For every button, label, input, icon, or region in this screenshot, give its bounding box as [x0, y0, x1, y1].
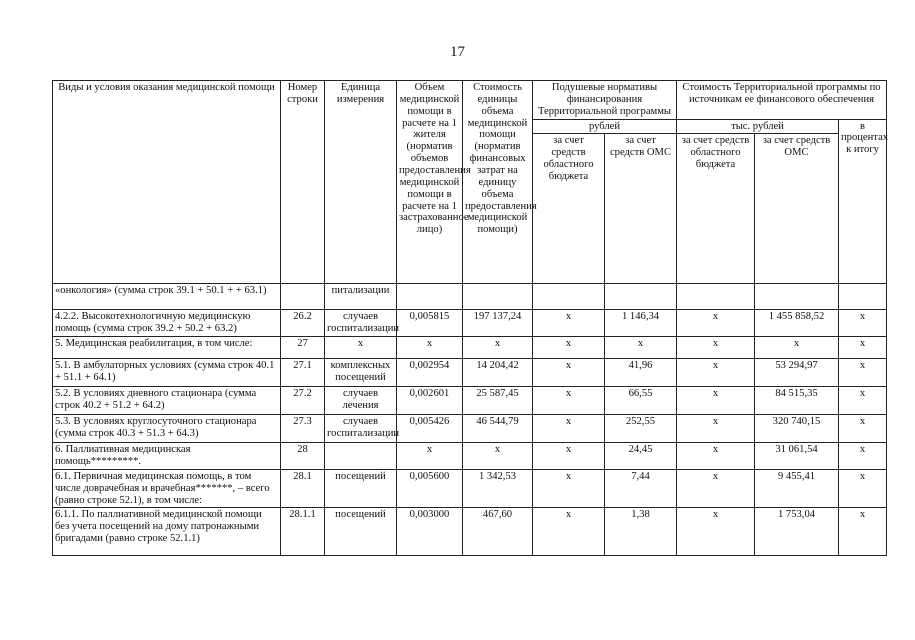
table-row [53, 508, 887, 556]
row-total-budget: х [677, 415, 755, 443]
row-total-oms [755, 284, 839, 310]
row-pc-budget: х [533, 387, 605, 415]
row-total-budget: х [677, 310, 755, 337]
row-total-oms: 31 061,54 [755, 443, 839, 470]
row-name: 5.1. В амбулаторных условиях (сумма строк 40.1 + 51.1 + 64.1) [53, 359, 281, 387]
row-unit: случаев госпитализации [325, 415, 397, 443]
row-name: 6. Паллиативная медицинская помощь*********. [53, 443, 281, 470]
row-cost: 14 204,42 [463, 359, 533, 387]
row-number: 26.2 [281, 310, 325, 337]
table-row [53, 443, 887, 470]
row-total-budget: х [677, 387, 755, 415]
header-row-number: Номер строки [281, 81, 325, 284]
row-volume: 0,005600 [397, 469, 463, 508]
row-volume: х [397, 443, 463, 470]
row-total-oms: 84 515,35 [755, 387, 839, 415]
row-volume [397, 284, 463, 310]
row-pc-oms: 1 146,34 [605, 310, 677, 337]
header-kind: Виды и условия оказания медицинской помощи [53, 81, 281, 284]
row-cost: 25 587,45 [463, 387, 533, 415]
row-unit: случаев лечения [325, 387, 397, 415]
row-pc-budget [533, 284, 605, 310]
row-pc-oms: х [605, 337, 677, 359]
row-total-budget: х [677, 337, 755, 359]
row-percent: х [839, 337, 887, 359]
header-cost-total-group: Стоимость Территориальной программы по источникам ее финансового обеспечения [677, 81, 887, 120]
row-pc-oms: 66,55 [605, 387, 677, 415]
header-unit-thous-rub: тыс. рублей [677, 119, 839, 134]
row-pc-oms: 24,45 [605, 443, 677, 470]
table-row [53, 359, 887, 387]
row-unit: питализации [325, 284, 397, 310]
page-number: 17 [450, 44, 465, 60]
row-pc-budget: х [533, 508, 605, 556]
row-total-budget: х [677, 443, 755, 470]
table-row [53, 310, 887, 337]
row-number: 28.1.1 [281, 508, 325, 556]
row-pc-budget: х [533, 359, 605, 387]
row-name: 5. Медицинская реабилитация, в том числе: [53, 337, 281, 359]
row-pc-oms: 252,55 [605, 415, 677, 443]
row-cost: 467,60 [463, 508, 533, 556]
row-total-oms: 9 455,41 [755, 469, 839, 508]
row-unit: случаев госпитализации [325, 310, 397, 337]
row-total-oms: 1 455 858,52 [755, 310, 839, 337]
row-pc-budget: х [533, 415, 605, 443]
header-pc-oms: за счет средств ОМС [605, 134, 677, 284]
row-cost: 197 137,24 [463, 310, 533, 337]
row-name: 6.1. Первичная медицинская помощь, в том числе доврачебная и врачебная*******, – всего (равно строке 52.1), в том числе: [53, 469, 281, 508]
row-total-budget [677, 284, 755, 310]
row-pc-oms: 1,38 [605, 508, 677, 556]
row-percent: х [839, 469, 887, 508]
row-percent: х [839, 443, 887, 470]
header-total-oms: за счет средств ОМС [755, 134, 839, 284]
header-total-budget: за счет средств областного бюджета [677, 134, 755, 284]
row-number: 28 [281, 443, 325, 470]
row-percent: х [839, 359, 887, 387]
row-volume: 0,005815 [397, 310, 463, 337]
row-unit: комплексных посещений [325, 359, 397, 387]
row-name: 5.2. В условиях дневного стационара (сумма строк 40.2 + 51.2 + 64.2) [53, 387, 281, 415]
row-volume: 0,005426 [397, 415, 463, 443]
row-percent: х [839, 387, 887, 415]
row-volume: 0,002601 [397, 387, 463, 415]
row-number: 27.2 [281, 387, 325, 415]
table-row [53, 415, 887, 443]
row-cost: 1 342,53 [463, 469, 533, 508]
row-unit [325, 443, 397, 470]
row-volume: 0,002954 [397, 359, 463, 387]
row-total-oms: 1 753,04 [755, 508, 839, 556]
row-name: «онкология» (сумма строк 39.1 + 50.1 + + 63.1) [53, 284, 281, 310]
row-total-budget: х [677, 359, 755, 387]
row-volume: 0,003000 [397, 508, 463, 556]
row-total-budget: х [677, 469, 755, 508]
row-total-budget: х [677, 508, 755, 556]
header-unit: Единица измерения [325, 81, 397, 284]
row-pc-oms: 41,96 [605, 359, 677, 387]
row-cost: 46 544,79 [463, 415, 533, 443]
table-row [53, 337, 887, 359]
row-number [281, 284, 325, 310]
row-unit: посещений [325, 508, 397, 556]
row-percent: х [839, 415, 887, 443]
row-unit: посещений [325, 469, 397, 508]
row-name: 5.3. В условиях круглосуточного стационара (сумма строк 40.3 + 51.3 + 64.3) [53, 415, 281, 443]
row-cost [463, 284, 533, 310]
row-pc-budget: х [533, 310, 605, 337]
header-volume: Объем медицинской помощи в расчете на 1 жителя (норматив объемов предоставления медицинской помощи в расчете на 1 застрахованное лицо) [397, 81, 463, 284]
row-name: 6.1.1. По паллиативной медицинской помощи без учета посещений на дому патронажными бригадами (равно строке 52.1.1) [53, 508, 281, 556]
table-row [53, 469, 887, 508]
header-percent: в процентах к итогу [839, 119, 887, 284]
program-table [52, 80, 887, 556]
row-name: 4.2.2. Высокотехнологичную медицинскую помощь (сумма строк 39.2 + 50.2 + 63.2) [53, 310, 281, 337]
row-unit: х [325, 337, 397, 359]
table-row [53, 387, 887, 415]
row-percent: х [839, 310, 887, 337]
row-pc-oms [605, 284, 677, 310]
table-row [53, 284, 887, 310]
row-volume: х [397, 337, 463, 359]
row-total-oms: 320 740,15 [755, 415, 839, 443]
header-cost: Стоимость единицы объема медицинской помощи (норматив финансовых затрат на единицу объема предоставления медицинской помощи) [463, 81, 533, 284]
row-cost: х [463, 443, 533, 470]
header-unit-rub: рублей [533, 119, 677, 134]
row-percent: х [839, 508, 887, 556]
row-number: 27.1 [281, 359, 325, 387]
row-pc-budget: х [533, 469, 605, 508]
header-percapita-group: Подушевые нормативы финансирования Территориальной программы [533, 81, 677, 120]
row-number: 28.1 [281, 469, 325, 508]
row-pc-budget: х [533, 443, 605, 470]
row-total-oms: 53 294,97 [755, 359, 839, 387]
row-total-oms: х [755, 337, 839, 359]
row-cost: х [463, 337, 533, 359]
row-pc-oms: 7,44 [605, 469, 677, 508]
row-percent [839, 284, 887, 310]
row-number: 27.3 [281, 415, 325, 443]
header-pc-budget: за счет средств областного бюджета [533, 134, 605, 284]
row-number: 27 [281, 337, 325, 359]
row-pc-budget: х [533, 337, 605, 359]
